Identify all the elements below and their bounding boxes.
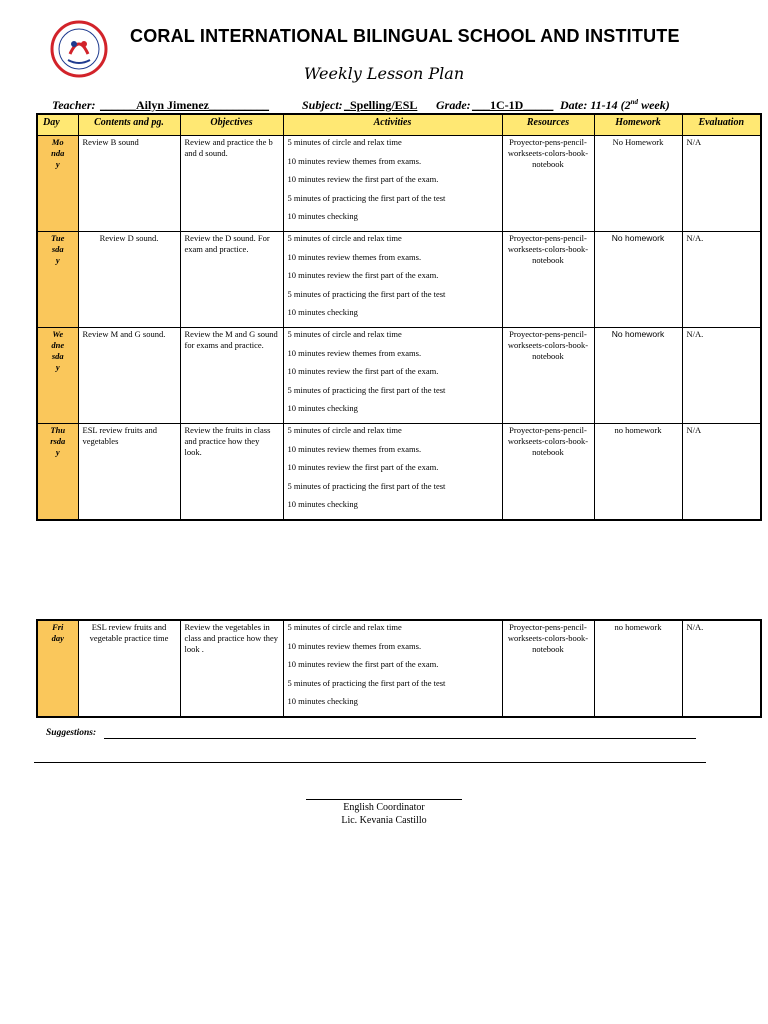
activity-item: 10 minutes checking xyxy=(287,696,358,707)
lesson-plan-table xyxy=(36,113,762,521)
evaluation-cell: N/A. xyxy=(682,231,761,327)
objectives-cell: Review the vegetables in class and practice how they look . xyxy=(180,620,283,717)
activity-item: 10 minutes review themes from exams. xyxy=(287,640,422,651)
plan-title: Weekly Lesson Plan xyxy=(303,64,465,83)
activity-item: 10 minutes review themes from exams. xyxy=(287,347,422,358)
day-label-part: sda xyxy=(51,243,64,254)
contents-cell: Review B sound xyxy=(78,136,180,232)
table-row xyxy=(37,136,761,232)
homework-cell: No Homework xyxy=(594,136,682,232)
activity-item: 5 minutes of circle and relax time xyxy=(287,622,402,632)
header-objectives: Objectives xyxy=(180,114,283,136)
activities-cell xyxy=(283,327,502,423)
activity-item: 10 minutes review the first part of the exam. xyxy=(287,270,439,281)
activity-item: 5 minutes of circle and relax time xyxy=(287,328,402,339)
suggestions-line xyxy=(104,738,696,739)
table-row xyxy=(37,423,761,519)
activity-item: 10 minutes review themes from exams. xyxy=(287,443,422,454)
activities-cell xyxy=(283,423,502,519)
activity-item: 5 minutes of practicing the first part of the test xyxy=(287,480,446,491)
activity-item: 5 minutes of practicing the first part of the test xyxy=(287,288,446,299)
signer-name: Lic. Kevania Castillo xyxy=(341,815,427,826)
day-label-part: Tue xyxy=(51,232,65,243)
objectives-cell: Review and practice the b and d sound. xyxy=(180,136,283,232)
suggestions-label: Suggestions: xyxy=(46,728,97,738)
activity-item: 10 minutes checking xyxy=(287,211,358,222)
day-label-part: dne xyxy=(51,339,65,350)
signer-title: English Coordinator xyxy=(343,802,425,813)
homework-cell: no homework xyxy=(594,423,682,519)
evaluation-cell: N/A xyxy=(682,423,761,519)
resources-cell: Proyector-pens-pencil-workseets-colors-book-notebook xyxy=(502,231,594,327)
day-cell xyxy=(37,231,78,327)
objectives-cell: Review the M and G sound for exams and practice. xyxy=(180,327,283,423)
evaluation-cell: N/A. xyxy=(682,620,761,717)
day-label-part: y xyxy=(55,159,60,169)
teacher-label: Teacher: xyxy=(52,98,96,112)
activity-item: 10 minutes checking xyxy=(287,307,358,318)
friday-table xyxy=(36,619,762,718)
header-evaluation: Evaluation xyxy=(682,114,761,136)
day-label-part: Thu xyxy=(50,424,66,435)
day-label-part: y xyxy=(55,446,60,457)
day-label-part: y xyxy=(55,361,60,372)
activities-cell xyxy=(283,231,502,327)
objectives-cell: Review the D sound. For exam and practice. xyxy=(180,231,283,327)
evaluation-cell: N/A xyxy=(682,136,761,232)
activity-item: 5 minutes of practicing the first part of the test xyxy=(287,384,446,395)
activity-item: 5 minutes of circle and relax time xyxy=(287,232,402,243)
day-label-part: We xyxy=(52,328,64,339)
day-label-part: nda xyxy=(51,148,65,158)
day-cell xyxy=(37,423,78,519)
table-row xyxy=(37,231,761,327)
header-homework: Homework xyxy=(594,114,682,136)
resources-cell: Proyector-pens-pencil-workseets-colors-book-notebook xyxy=(502,620,594,717)
activities-cell xyxy=(283,620,502,717)
activity-item: 5 minutes of circle and relax time xyxy=(287,137,402,147)
activity-item: 10 minutes review the first part of the exam. xyxy=(287,366,439,377)
homework-cell: no homework xyxy=(594,620,682,717)
school-name: CORAL INTERNATIONAL BILINGUAL SCHOOL AND INSTITUTE xyxy=(130,26,680,46)
header-contents: Contents and pg. xyxy=(78,114,180,136)
resources-cell: Proyector-pens-pencil-workseets-colors-book-notebook xyxy=(502,423,594,519)
homework-cell: No homework xyxy=(594,231,682,327)
activity-item: 10 minutes review themes from exams. xyxy=(287,251,422,262)
activity-item: 10 minutes checking xyxy=(287,403,358,414)
contents-cell: Review M and G sound. xyxy=(78,327,180,423)
activity-item: 5 minutes of practicing the first part of the test xyxy=(287,677,446,688)
teacher-name: ______Ailyn Jimenez__________ xyxy=(100,98,269,112)
activity-item: 5 minutes of circle and relax time xyxy=(287,424,402,435)
activity-item: 10 minutes review themes from exams. xyxy=(287,155,422,166)
table-row xyxy=(37,327,761,423)
day-label-part: Fri xyxy=(52,622,64,632)
contents-cell: ESL review fruits and vegetables xyxy=(78,423,180,519)
header-resources: Resources xyxy=(502,114,594,136)
contents-cell: ESL review fruits and vegetable practice time xyxy=(78,620,180,717)
activity-item: 10 minutes review the first part of the exam. xyxy=(287,659,439,670)
activities-cell xyxy=(283,136,502,232)
homework-cell: No homework xyxy=(594,327,682,423)
activity-item: 5 minutes of practicing the first part of the test xyxy=(287,192,446,203)
day-label-part: Mo xyxy=(51,137,64,147)
resources-cell: Proyector-pens-pencil-workseets-colors-book-notebook xyxy=(502,136,594,232)
header-activities: Activities xyxy=(283,114,502,136)
day-cell xyxy=(37,327,78,423)
objectives-cell: Review the fruits in class and practice how they look. xyxy=(180,423,283,519)
grade-value: ___1C-1D_____ xyxy=(472,98,554,112)
activity-item: 10 minutes review the first part of the exam. xyxy=(287,174,439,185)
day-label-part: y xyxy=(55,254,60,265)
day-cell xyxy=(37,136,78,232)
signature-line xyxy=(306,799,462,800)
suggestions-line-2 xyxy=(34,762,706,763)
contents-cell: Review D sound. xyxy=(78,231,180,327)
subject-value: _Spelling/ESL xyxy=(344,98,418,112)
evaluation-cell: N/A. xyxy=(682,327,761,423)
activity-item: 10 minutes review the first part of the exam. xyxy=(287,462,439,473)
activity-item: 10 minutes checking xyxy=(287,499,358,510)
table-header-row xyxy=(37,114,761,136)
subject-label: Subject: xyxy=(302,98,343,112)
resources-cell: Proyector-pens-pencil-workseets-colors-book-notebook xyxy=(502,327,594,423)
day-cell xyxy=(37,620,78,717)
day-label-part: rsda xyxy=(50,435,66,446)
header-day: Day xyxy=(37,114,78,136)
day-label-part: sda xyxy=(51,350,64,361)
table-row xyxy=(37,620,761,717)
grade-label: Grade: xyxy=(436,98,471,112)
day-label-part: day xyxy=(51,633,64,643)
date-label: Date: 11-14 (2nd week) xyxy=(560,98,670,112)
